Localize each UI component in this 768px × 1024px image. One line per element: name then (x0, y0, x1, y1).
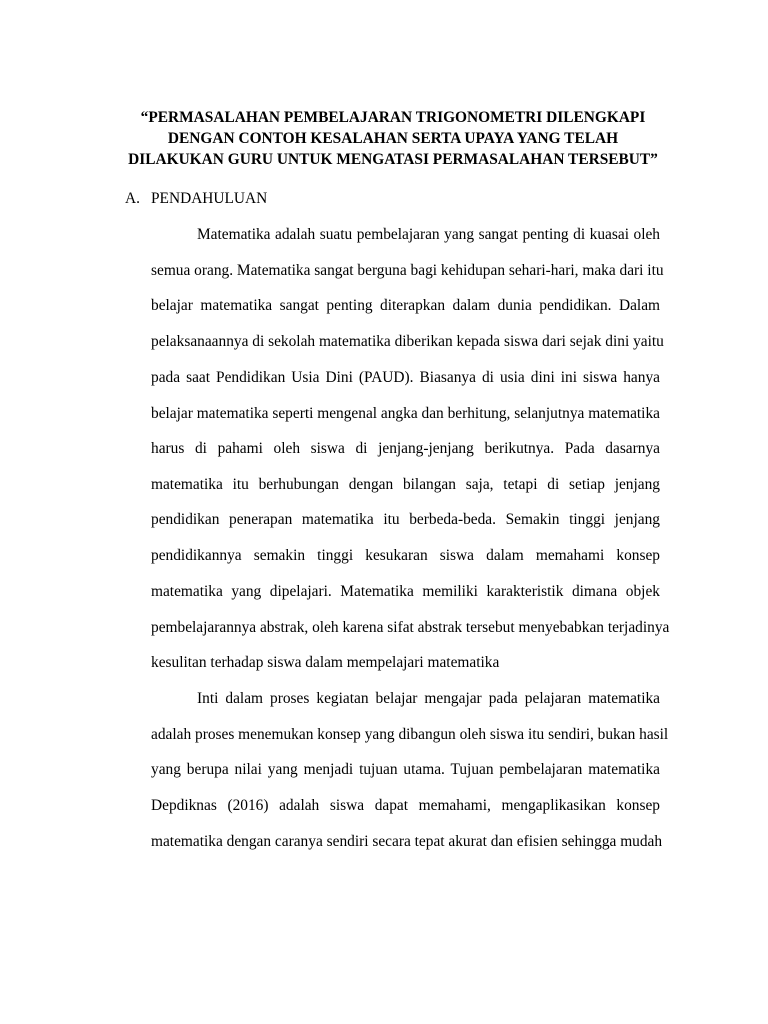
section-letter: A. (125, 190, 140, 207)
paragraph-line: Matematika adalah suatu pembelajaran yang sangat penting di kuasai oleh (197, 226, 660, 243)
paragraph-line: Inti dalam proses kegiatan belajar mengajar pada pelajaran matematika (197, 690, 660, 707)
paragraph-line: matematika itu berhubungan dengan bilangan saja, tetapi di setiap jenjang (151, 476, 660, 493)
paragraph-line: pada saat Pendidikan Usia Dini (PAUD). Biasanya di usia dini ini siswa hanya (151, 369, 660, 386)
paragraph-line: pembelajarannya abstrak, oleh karena sifat abstrak tersebut menyebabkan terjadinya (151, 619, 670, 636)
paragraph-line: belajar matematika sangat penting diterapkan dalam dunia pendidikan. Dalam (151, 297, 660, 314)
section-heading (125, 189, 267, 209)
document-title (110, 108, 676, 170)
paragraph-line: semua orang. Matematika sangat berguna bagi kehidupan sehari-hari, maka dari itu (151, 262, 664, 279)
section-heading-text: PENDAHULUAN (151, 190, 268, 207)
paragraph-line: pendidikannya semakin tinggi kesukaran siswa dalam memahami konsep (151, 547, 660, 564)
paragraph-line: adalah proses menemukan konsep yang dibangun oleh siswa itu sendiri, bukan hasil (151, 726, 669, 743)
paragraph-line: pendidikan penerapan matematika itu berbeda-beda. Semakin tinggi jenjang (151, 511, 660, 528)
paragraph-line: harus di pahami oleh siswa di jenjang-jenjang berikutnya. Pada dasarnya (151, 440, 660, 457)
paragraph-line: matematika dengan caranya sendiri secara tepat akurat dan efisien sehingga mudah (151, 833, 663, 850)
title-line: DILAKUKAN GURU UNTUK MENGATASI PERMASALAHAN TERSEBUT” (128, 150, 658, 168)
paragraph-line: pelaksanaannya di sekolah matematika diberikan kepada siswa dari sejak dini yaitu (151, 333, 664, 350)
paragraph-line: kesulitan terhadap siswa dalam mempelajari matematika (151, 654, 500, 671)
paragraph-line: Depdiknas (2016) adalah siswa dapat memahami, mengaplikasikan konsep (151, 797, 660, 814)
title-line: DENGAN CONTOH KESALAHAN SERTA UPAYA YANG TELAH (167, 129, 619, 147)
paragraph-line: matematika yang dipelajari. Matematika memiliki karakteristik dimana objek (151, 583, 660, 600)
title-line: “PERMASALAHAN PEMBELAJARAN TRIGONOMETRI DILENGKAPI (140, 109, 646, 126)
paragraph-line: belajar matematika seperti mengenal angka dan berhitung, selanjutnya matematika (151, 405, 660, 422)
paragraph-line: yang berupa nilai yang menjadi tujuan utama. Tujuan pembelajaran matematika (151, 761, 660, 778)
